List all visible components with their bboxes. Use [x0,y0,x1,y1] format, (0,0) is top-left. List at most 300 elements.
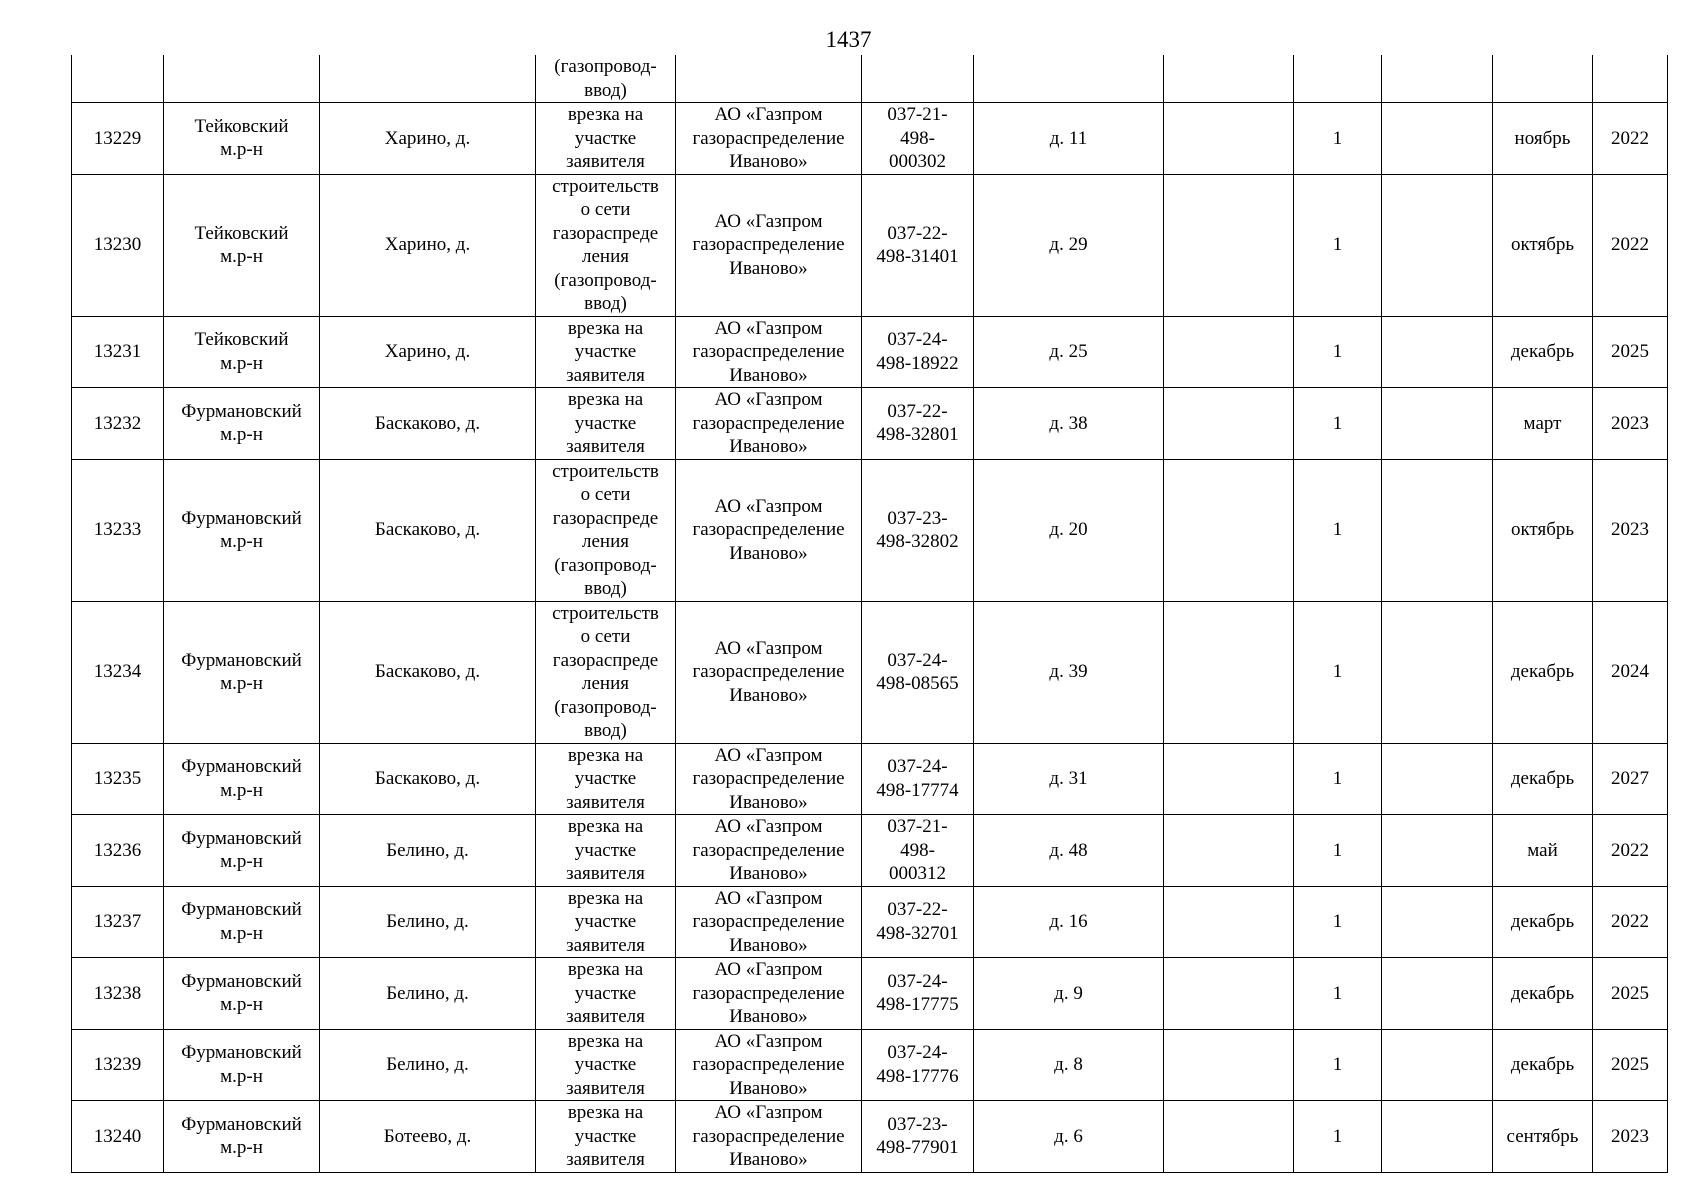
organization-line: газораспределение [692,341,845,362]
district-line: Фурмановский [181,1113,302,1135]
district-line: Фурмановский [181,970,302,992]
organization-line: газораспределение [692,911,845,932]
organization-line: газораспределение [692,127,845,149]
cell-work-type [536,103,676,175]
organization-line: Иваново» [729,1077,808,1099]
table-row [72,958,1668,1030]
cell-district [164,55,320,103]
cell-count: 1 [1294,459,1382,601]
application-number-line: 000312 [889,863,946,884]
organization-line: АО «Газпром [714,104,823,125]
cell-month: декабрь [1493,1029,1593,1101]
cell-locality: Харино, д. [320,316,536,388]
organization-line: газораспределение [692,1125,845,1147]
work-type-line: о сети [580,199,631,220]
cell-organization [676,815,862,887]
cell-address: д. 9 [974,958,1164,1030]
cell-locality: Баскаково, д. [320,388,536,460]
cell-locality: Харино, д. [320,103,536,175]
district-line: м.р-н [220,922,263,944]
application-number-line: 498-32802 [876,531,959,552]
cell-count: 1 [1294,886,1382,958]
cell-district [164,601,320,743]
cell-count: 1 [1294,743,1382,815]
cell-organization [676,459,862,601]
work-type-line: ввод) [584,720,627,741]
continuation-row [72,55,1668,103]
gas-connection-table [71,55,1668,1173]
organization-line: Иваново» [729,934,808,956]
cell-district [164,886,320,958]
work-type-line: ввод) [584,293,627,314]
cell-year: 2027 [1593,743,1668,815]
cell-year: 2023 [1593,1101,1668,1173]
work-type-line: врезка на [567,816,644,837]
work-type-line: ввод) [584,79,627,101]
cell-address: д. 6 [974,1101,1164,1173]
work-type-line: заявителя [566,151,645,172]
application-number-line: 498-17774 [876,779,959,801]
cell-organization [676,55,862,103]
work-type-line: заявителя [566,364,645,386]
table-row [72,743,1668,815]
cell-empty [1382,459,1493,601]
district-line: Фурмановский [181,827,302,849]
cell-count: 1 [1294,601,1382,743]
cell-empty [1382,174,1493,316]
cell-empty [1164,1101,1294,1173]
organization-line: Иваново» [729,1006,808,1027]
cell-month: ноябрь [1493,103,1593,175]
cell-district [164,103,320,175]
application-number-line: 037-24- [887,1042,948,1064]
cell-empty [1382,55,1493,103]
cell-num: 13232 [72,388,164,460]
organization-line: АО «Газпром [714,495,823,517]
cell-address: д. 25 [974,316,1164,388]
cell-count: 1 [1294,103,1382,175]
table-row [72,1101,1668,1173]
work-type-line: заявителя [566,791,645,813]
cell-num: 13240 [72,1101,164,1173]
organization-line: Иваново» [729,436,808,457]
work-type-line: газораспреде [552,507,659,529]
cell-application-number [862,103,974,175]
cell-month: сентябрь [1493,1101,1593,1173]
cell-year: 2025 [1593,316,1668,388]
cell-empty [1164,459,1294,601]
organization-line: Иваново» [729,684,808,706]
cell-organization [676,388,862,460]
cell-application-number [862,459,974,601]
work-type-line: заявителя [566,934,645,956]
cell-year: 2025 [1593,1029,1668,1101]
work-type-line: газораспреде [552,222,659,244]
application-number-line: 037-22- [887,899,948,921]
cell-num: 13239 [72,1029,164,1101]
cell-year: 2025 [1593,958,1668,1030]
cell-empty [1382,103,1493,175]
organization-line: Иваново» [729,151,808,172]
application-number-line: 000302 [889,151,946,172]
cell-organization [676,743,862,815]
cell-year: 2024 [1593,601,1668,743]
cell-work-type [536,815,676,887]
cell-locality: Белино, д. [320,958,536,1030]
application-number-line: 498- [900,839,935,861]
cell-year: 2023 [1593,459,1668,601]
cell-empty [1164,316,1294,388]
work-type-line: заявителя [566,863,645,884]
work-type-line: участке [574,1054,637,1075]
cell-year: 2023 [1593,388,1668,460]
work-type-line: ления [582,246,629,267]
cell-application-number [862,601,974,743]
application-number-line: 498-17775 [876,994,959,1016]
cell-num: 13229 [72,103,164,175]
work-type-line: (газопровод- [554,56,657,77]
district-line: м.р-н [220,1137,263,1159]
organization-line: Иваново» [729,1149,808,1170]
application-number-line: 498-18922 [876,352,959,374]
cell-year: 2022 [1593,103,1668,175]
work-type-line: врезка на [567,104,644,125]
organization-line: газораспределение [692,982,845,1004]
cell-empty [1164,815,1294,887]
cell-district [164,958,320,1030]
cell-address: д. 48 [974,815,1164,887]
work-type-line: заявителя [566,436,645,457]
work-type-line: врезка на [567,1102,644,1123]
organization-line: газораспределение [692,768,845,789]
application-number-line: 037-23- [887,1113,948,1135]
table-row [72,174,1668,316]
cell-empty [1382,388,1493,460]
cell-application-number [862,958,974,1030]
district-line: Фурмановский [181,400,302,422]
organization-line: АО «Газпром [714,744,823,766]
work-type-line: (газопровод- [554,554,657,576]
cell-address: д. 20 [974,459,1164,601]
cell-num: 13234 [72,601,164,743]
cell-work-type [536,886,676,958]
cell-count: 1 [1294,174,1382,316]
cell-address: д. 39 [974,601,1164,743]
organization-line: газораспределение [692,519,845,541]
district-line: Фурмановский [181,899,302,921]
cell-work-type [536,459,676,601]
application-number-line: 498-77901 [876,1137,959,1159]
district-line: Фурмановский [181,507,302,529]
cell-organization [676,886,862,958]
cell-month: декабрь [1493,601,1593,743]
work-type-line: о сети [580,484,631,505]
cell-empty [1382,1029,1493,1101]
cell-locality: Баскаково, д. [320,459,536,601]
application-number-line: 037-24- [887,970,948,992]
organization-line: газораспределение [692,412,845,434]
cell-organization [676,174,862,316]
cell-organization [676,958,862,1030]
organization-line: газораспределение [692,661,845,683]
work-type-line: участке [574,1125,637,1147]
organization-line: АО «Газпром [714,210,823,232]
cell-empty [1164,958,1294,1030]
cell-application-number [862,1101,974,1173]
district-line: Тейковский [194,115,289,137]
cell-count: 1 [1294,1029,1382,1101]
work-type-line: участке [574,341,637,362]
application-number-line: 037-21- [887,816,948,837]
district-line: м.р-н [220,246,263,267]
cell-empty [1164,1029,1294,1101]
cell-month: октябрь [1493,459,1593,601]
cell-work-type [536,743,676,815]
cell-month: октябрь [1493,174,1593,316]
organization-line: Иваново» [729,863,808,884]
cell-organization [676,103,862,175]
cell-application-number [862,55,974,103]
application-number-line: 037-21- [887,104,948,125]
work-type-line: врезка на [567,744,644,766]
work-type-line: о сети [580,626,631,647]
cell-empty [1382,601,1493,743]
district-line: Фурмановский [181,649,302,671]
cell-address: д. 29 [974,174,1164,316]
work-type-line: (газопровод- [554,696,657,718]
district-line: Тейковский [194,222,289,244]
cell-work-type [536,958,676,1030]
cell-organization [676,601,862,743]
cell-month: май [1493,815,1593,887]
cell-year: 2022 [1593,886,1668,958]
cell-count: 1 [1294,1101,1382,1173]
work-type-line: ввод) [584,578,627,599]
work-type-line: участке [574,412,637,434]
page-number: 1437 [825,27,872,52]
organization-line: АО «Газпром [714,1030,823,1052]
work-type-line: газораспреде [552,649,659,671]
application-number-line: 037-22- [887,400,948,422]
cell-empty [1164,886,1294,958]
cell-application-number [862,316,974,388]
cell-num: 13236 [72,815,164,887]
district-line: м.р-н [220,851,263,873]
application-number-line: 037-24- [887,649,948,671]
work-type-line: врезка на [567,959,644,980]
work-type-line: ления [582,531,629,552]
organization-line: газораспределение [692,1054,845,1075]
cell-empty [1382,743,1493,815]
organization-line: АО «Газпром [714,959,823,980]
cell-organization [676,316,862,388]
cell-address: д. 11 [974,103,1164,175]
cell-month [1493,55,1593,103]
cell-empty [1382,958,1493,1030]
cell-year: 2022 [1593,174,1668,316]
cell-application-number [862,1029,974,1101]
work-type-line: заявителя [566,1077,645,1099]
cell-work-type [536,388,676,460]
district-line: м.р-н [220,994,263,1016]
district-line: Фурмановский [181,1042,302,1064]
table-row [72,459,1668,601]
work-type-line: строительств [552,602,659,624]
cell-organization [676,1029,862,1101]
table-row [72,815,1668,887]
organization-line: АО «Газпром [714,1102,823,1123]
work-type-line: врезка на [567,389,644,410]
cell-work-type [536,174,676,316]
application-number-line: 037-22- [887,222,948,244]
cell-locality: Белино, д. [320,1029,536,1101]
organization-line: АО «Газпром [714,887,823,909]
work-type-line: врезка на [567,887,644,909]
work-type-line: заявителя [566,1149,645,1170]
cell-district [164,815,320,887]
application-number-line: 498-32801 [876,424,959,446]
work-type-line: строительств [552,175,659,197]
cell-month: декабрь [1493,743,1593,815]
district-line: м.р-н [220,531,263,552]
table-body [72,55,1668,1172]
cell-num: 13235 [72,743,164,815]
cell-month: декабрь [1493,958,1593,1030]
cell-district [164,1101,320,1173]
cell-address: д. 31 [974,743,1164,815]
cell-num: 13238 [72,958,164,1030]
cell-num: 13237 [72,886,164,958]
cell-empty [1164,55,1294,103]
application-number-line: 498-31401 [876,246,959,267]
table-row [72,316,1668,388]
cell-locality: Баскаково, д. [320,601,536,743]
work-type-line: участке [574,839,637,861]
work-type-line: (газопровод- [554,269,657,291]
cell-district [164,1029,320,1101]
cell-year [1593,55,1668,103]
district-line: м.р-н [220,1065,263,1087]
application-number-line: 037-24- [887,756,948,778]
application-number-line: 037-23- [887,507,948,529]
cell-application-number [862,815,974,887]
cell-num: 13231 [72,316,164,388]
cell-address: д. 38 [974,388,1164,460]
cell-empty [1382,886,1493,958]
cell-count: 1 [1294,388,1382,460]
cell-count: 1 [1294,815,1382,887]
organization-line: Иваново» [729,791,808,813]
application-number-line: 498-08565 [876,673,959,694]
organization-line: газораспределение [692,839,845,861]
cell-locality: Белино, д. [320,886,536,958]
cell-num: 13233 [72,459,164,601]
cell-work-type [536,601,676,743]
table-row [72,388,1668,460]
cell-work-type [536,1029,676,1101]
cell-empty [1164,743,1294,815]
organization-line: АО «Газпром [714,317,823,339]
district-line: м.р-н [220,352,263,374]
work-type-line: врезка на [567,317,644,339]
cell-month: март [1493,388,1593,460]
cell-application-number [862,743,974,815]
work-type-line: заявителя [566,1006,645,1027]
cell-month: декабрь [1493,886,1593,958]
organization-line: Иваново» [729,364,808,386]
cell-locality: Баскаково, д. [320,743,536,815]
cell-application-number [862,886,974,958]
organization-line: газораспределение [692,234,845,256]
cell-empty [1164,174,1294,316]
cell-work-type [536,55,676,103]
district-line: Тейковский [194,329,289,351]
application-number-line: 498-32701 [876,922,959,944]
table-row [72,103,1668,175]
table-row [72,886,1668,958]
cell-application-number [862,388,974,460]
cell-month: декабрь [1493,316,1593,388]
cell-district [164,316,320,388]
cell-address: д. 16 [974,886,1164,958]
table-row [72,601,1668,743]
work-type-line: врезка на [567,1030,644,1052]
work-type-line: ления [582,673,629,694]
cell-district [164,459,320,601]
cell-count: 1 [1294,958,1382,1030]
cell-empty [1164,601,1294,743]
cell-count [1294,55,1382,103]
cell-locality: Белино, д. [320,815,536,887]
work-type-line: участке [574,982,637,1004]
organization-line: АО «Газпром [714,637,823,659]
work-type-line: участке [574,768,637,789]
table-row [72,1029,1668,1101]
work-type-line: участке [574,127,637,149]
application-number-line: 498- [900,127,935,149]
organization-line: Иваново» [729,542,808,564]
cell-count: 1 [1294,316,1382,388]
cell-district [164,174,320,316]
cell-work-type [536,316,676,388]
cell-organization [676,1101,862,1173]
work-type-line: строительств [552,460,659,482]
cell-num: 13230 [72,174,164,316]
application-number-line: 037-24- [887,329,948,351]
cell-num [72,55,164,103]
cell-empty [1164,103,1294,175]
application-number-line: 498-17776 [876,1065,959,1087]
cell-application-number [862,174,974,316]
district-line: м.р-н [220,779,263,801]
cell-work-type [536,1101,676,1173]
cell-locality: Харино, д. [320,174,536,316]
district-line: Фурмановский [181,756,302,778]
district-line: м.р-н [220,139,263,161]
cell-locality: Ботеево, д. [320,1101,536,1173]
organization-line: Иваново» [729,257,808,279]
cell-empty [1382,815,1493,887]
cell-empty [1164,388,1294,460]
work-type-line: участке [574,911,637,932]
cell-address: д. 8 [974,1029,1164,1101]
cell-empty [1382,316,1493,388]
cell-district [164,743,320,815]
cell-district [164,388,320,460]
cell-address [974,55,1164,103]
organization-line: АО «Газпром [714,389,823,410]
organization-line: АО «Газпром [714,816,823,837]
